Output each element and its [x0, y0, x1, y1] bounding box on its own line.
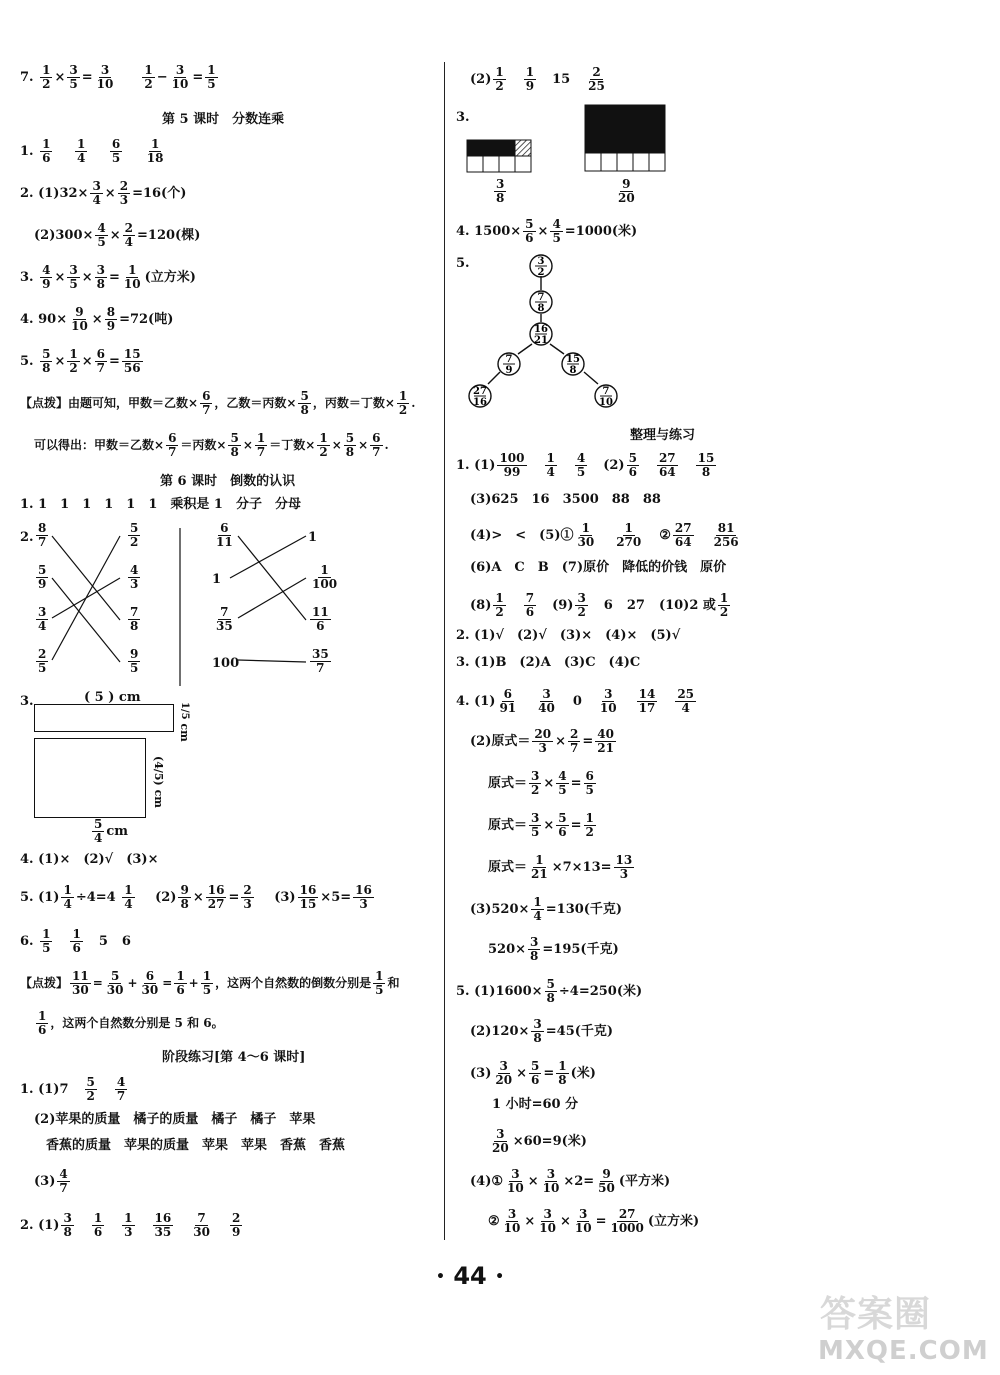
stage-title: 阶段练习[第 4～6 课时] — [162, 1050, 306, 1065]
l5-q2b: (2)300× $\frac{4}{5}$ × $\frac{2}{4}$ =120(棵) — [34, 221, 201, 249]
tree-node-numerator: 7 — [537, 292, 545, 303]
l6-q1: 1. 1 1 1 1 1 1 乘积是 1 分子 分母 — [20, 497, 301, 512]
q3-frac-1: $\frac{3}{8}$ — [496, 177, 505, 205]
l5-q1: 1. $\frac{1}{6}$ $\frac{1}{4}$ $\frac{6}{5}$ $\frac{1}{18}$ — [20, 137, 164, 165]
rv-q1-8: (8) $\frac{1}{2}$ $\frac{7}{6}$ (9) $\frac{3}{2}$ 6 27 (10)2 或 $\frac{1}{2}$ — [470, 591, 729, 619]
tree-node-labels — [473, 256, 613, 408]
tip1-line1: 【点拨】由题可知，甲数＝乙数× $\frac{6}{7}$ ，乙数＝丙数× $\frac{5}{8}$ ，丙数＝丁数× $\frac{1}{2}$ . — [20, 389, 416, 417]
tree-node-denominator: 21 — [534, 335, 548, 346]
tip2-line2: $\frac{1}{6}$ ，这两个自然数分别是 5 和 6。 — [38, 1009, 224, 1037]
l5-q5: 5. $\frac{5}{8}$ × $\frac{1}{2}$ × $\frac{6}{7}$ = $\frac{15}{56}$ — [20, 347, 141, 375]
rectangle-1 — [34, 704, 174, 732]
column-divider — [444, 62, 445, 1240]
rv-q5-3: (3) $\frac{3}{20}$ × $\frac{5}{6}$ = $\frac{1}{8}$ (米) — [470, 1059, 596, 1087]
r-q4: 4. 1500× $\frac{5}{6}$ × $\frac{4}{5}$ =1000(米) — [456, 217, 638, 245]
rect1-side-label: 1/5 cm — [178, 702, 191, 742]
q7-line: 7. $\frac{1}{2}$ × $\frac{3}{5}$ = $\frac{3}{10}$ $\frac{1}{2}$ − $\frac{3}{10}$ = $\frac{1}{5}$ — [20, 63, 216, 91]
stage-q2-1: 2. (1) $\frac{3}{8}$ $\frac{1}{6}$ $\frac{1}{3}$ $\frac{16}{35}$ $\frac{7}{30}$ $\frac{2}{9}$ — [20, 1211, 241, 1239]
rv-q4-1: 4. (1) $\frac{6}{91}$ $\frac{3}{40}$ 0 $\frac{3}{10}$ $\frac{14}{17}$ $\frac{25}{4}$ — [456, 687, 695, 715]
tree-node-denominator: 8 — [537, 303, 545, 314]
tree-node-numerator: 7 — [602, 386, 610, 397]
rect2-bottom-label: $\frac{5}{4}$ cm — [94, 817, 129, 845]
rect2-side-label: (4/5) cm — [152, 756, 165, 808]
stage-q1-1: 1. (1)7 $\frac{5}{2}$ $\frac{4}{7}$ — [20, 1075, 126, 1103]
tree-node-denominator: 9 — [505, 365, 513, 376]
l6-q3-label: 3. — [20, 694, 34, 709]
r-top-line: (2) $\frac{1}{2}$ $\frac{1}{9}$ 15 $\frac{2}{25}$ — [470, 65, 605, 93]
tree-node-denominator: 10 — [599, 397, 613, 408]
lesson6-title: 第 6 课时 倒数的认识 — [160, 474, 296, 489]
l5-q2a: 2. (1)32× $\frac{3}{4}$ × $\frac{2}{3}$ =16(个) — [20, 179, 187, 207]
l5-q3: 3. $\frac{4}{9}$ × $\frac{3}{5}$ × $\frac{3}{8}$ = $\frac{1}{10}$ (立方米) — [20, 263, 196, 291]
lesson5-title: 第 5 课时 分数连乘 — [162, 112, 285, 127]
rv-q5-2: (2)120× $\frac{3}{8}$ =45(千克) — [470, 1017, 614, 1045]
rv-q3: 3. (1)B (2)A (3)C (4)C — [456, 655, 641, 670]
watermark-logo: 答案圈 — [820, 1294, 932, 1335]
rv-q5-60: $\frac{3}{20}$ ×60=9(米) — [492, 1127, 587, 1155]
tree-node-numerator: 3 — [537, 256, 545, 267]
rv-q4-3a: (3)520× $\frac{1}{4}$ =130(千克) — [470, 895, 623, 923]
tip2-line1: 【点拨】 $\frac{11}{30}$ = $\frac{5}{30}$ + $\frac{6}{30}$ = $\frac{1}{6}$ + $\frac{1}{5}$ ，这两个自然数的倒数分别是 $\frac{1}{5}$ 和 — [20, 969, 400, 997]
rv-q1-4: (4)> < (5)① $\frac{1}{30}$ $\frac{1}{270}$ ② $\frac{27}{64}$ $\frac{81}{256}$ — [470, 521, 739, 549]
rv-q5-hour: 1 小时=60 分 — [492, 1097, 579, 1112]
tree-node-numerator: 15 — [566, 354, 580, 365]
page-number: • 44 • — [436, 1262, 505, 1290]
rv-q5-1: 5. (1)1600× $\frac{5}{8}$ ÷4=250(米) — [456, 977, 643, 1005]
tree-node-numerator: 27 — [473, 386, 487, 397]
rv-q4-2b: 原式＝ $\frac{3}{2}$ × $\frac{4}{5}$ = $\frac{6}{5}$ — [488, 769, 594, 797]
tip1-line2: 可以得出：甲数＝乙数× $\frac{6}{7}$ ＝丙数× $\frac{5}{8}$ × $\frac{1}{7}$ ＝丁数× $\frac{1}{2}$ × $\frac{5}{8}$ × $\frac{6}{7}$ . — [34, 431, 389, 459]
l6-q4: 4. (1)× (2)√ (3)× — [20, 852, 159, 867]
stage-q1-4: (3) $\frac{4}{7}$ — [34, 1167, 68, 1195]
rv-q1-1: 1. (1) $\frac{100}{99}$ $\frac{1}{4}$ $\frac{4}{5}$ (2) $\frac{5}{6}$ $\frac{27}{64}$ $\frac{15}{8}$ — [456, 451, 715, 479]
r-q3-label: 3. — [456, 110, 470, 125]
review-title: 整理与练习 — [630, 428, 696, 443]
rv-q4-2d: 原式＝ $\frac{1}{21}$ ×7×13= $\frac{13}{3}$ — [488, 853, 633, 881]
matching-diagram — [30, 518, 350, 688]
rv-q4-2: (2)原式＝ $\frac{20}{3}$ × $\frac{2}{7}$ = $\frac{40}{21}$ — [470, 727, 614, 755]
l6-q6: 6. $\frac{1}{5}$ $\frac{1}{6}$ 5 6 — [20, 927, 131, 955]
rv-q2: 2. (1)√ (2)√ (3)× (4)× (5)√ — [456, 628, 681, 643]
tree-node-numerator: 7 — [505, 354, 513, 365]
fraction-tree — [460, 250, 630, 418]
watermark-url: MXQE.COM — [818, 1336, 989, 1366]
tree-node-denominator: 16 — [473, 397, 487, 408]
q3-frac-2: $\frac{9}{20}$ — [618, 177, 635, 205]
fraction: $\frac{1}{2}$ — [42, 63, 51, 91]
tree-node-denominator: 8 — [569, 365, 577, 376]
l5-q4: 4. 90× $\frac{9}{10}$ × $\frac{8}{9}$ =72(吨) — [20, 305, 174, 333]
stage-q1-2: (2)苹果的质量 橘子的质量 橘子 橘子 苹果 — [34, 1112, 316, 1127]
l6-q5: 5. (1) $\frac{1}{4}$ ÷4=4 $\frac{1}{4}$ (2) $\frac{9}{8}$ × $\frac{16}{27}$ = $\frac{2}{3}$ (3) $\frac{16}{15}$ ×5= $\frac{16}{3}$ — [20, 883, 372, 911]
stage-q1-3: 香蕉的质量 苹果的质量 苹果 苹果 香蕉 香蕉 — [46, 1138, 346, 1153]
r-q5-label: 5. — [456, 256, 470, 271]
rv-q1-3: (3)625 16 3500 88 88 — [470, 492, 661, 507]
tree-node-denominator: 2 — [537, 267, 545, 278]
l6-q2-label: 2. — [20, 530, 34, 545]
rect-top-label: ( 5 ) cm — [84, 690, 141, 705]
shaded-grids — [466, 104, 676, 176]
rv-q1-6: (6)A C B (7)原价 降低的价钱 原价 — [470, 560, 727, 575]
tree-node-numerator: 16 — [534, 324, 548, 335]
rv-q4-3b: 520× $\frac{3}{8}$ =195(千克) — [488, 935, 619, 963]
rectangle-2 — [34, 738, 146, 818]
rv-q4-2c: 原式＝ $\frac{3}{5}$ × $\frac{5}{6}$ = $\frac{1}{2}$ — [488, 811, 594, 839]
rv-q5-4a: (4)① $\frac{3}{10}$ × $\frac{3}{10}$ ×2= $\frac{9}{50}$ (平方米) — [470, 1167, 671, 1195]
rv-q5-4b: ② $\frac{3}{10}$ × $\frac{3}{10}$ × $\frac{3}{10}$ = $\frac{27}{1000}$ (立方米) — [488, 1207, 700, 1235]
